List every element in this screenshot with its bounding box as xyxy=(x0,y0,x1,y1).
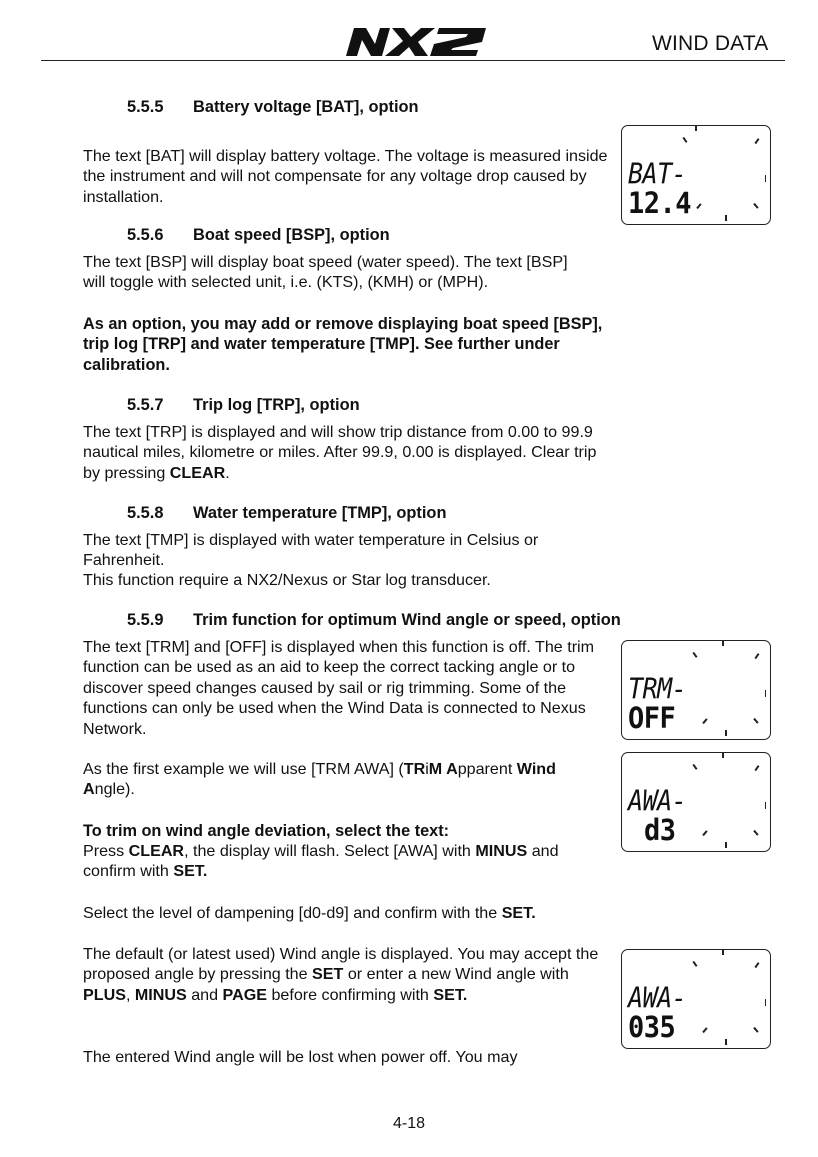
key-page: PAGE xyxy=(222,985,267,1004)
text: A xyxy=(446,760,458,778)
key-set: SET xyxy=(312,965,344,984)
key-minus: MINUS xyxy=(134,985,187,1004)
paragraph-power-off: The entered Wind angle will be lost when power off. You may xyxy=(83,1048,518,1066)
section-number: 5.5.8 xyxy=(127,504,164,522)
lcd-display-battery xyxy=(621,125,771,225)
text: , xyxy=(125,985,135,1004)
paragraph-option-note: As an option, you may add or remove displaying boat speed [BSP], trip log [TRP] and water temperature [TMP]. See further under calibration. xyxy=(83,315,603,374)
text: Press xyxy=(83,842,129,860)
lcd-line-1: TRM- xyxy=(628,671,687,706)
text: TR xyxy=(403,760,426,778)
key-plus: PLUS xyxy=(83,985,126,1004)
paragraph-default-angle xyxy=(83,944,603,1005)
section-title: Trip log [TRP], option xyxy=(193,396,360,414)
section-heading-5-5-6 xyxy=(127,226,390,245)
text: or enter a new Wind angle with xyxy=(343,965,569,984)
lcd-line-2: 035 xyxy=(628,1010,676,1045)
text: i xyxy=(425,760,429,778)
paragraph-first-example xyxy=(83,759,608,800)
paragraph-transducer: This function require a NX2/Nexus or Star log transducer. xyxy=(83,571,491,589)
lcd-line-1: AWA- xyxy=(628,783,687,818)
lcd-line-2: d3 xyxy=(644,813,676,848)
text: The text [TRP] is displayed and will show trip distance from 0.00 to 99.9 nautical miles, kilometre or miles. After 99.9, 0.00 is displayed. Clear trip by pressing xyxy=(83,423,597,482)
text: ngle). xyxy=(94,780,135,799)
text: before confirming with xyxy=(266,985,434,1004)
key-clear: CLEAR xyxy=(128,842,185,860)
paragraph-trim-intro: The text [TRM] and [OFF] is displayed when this function is off. The trim function can be used as an aid to keep the correct tacking angle or to discover speed changes caused by sail or rig trimming. Some of the functions can only be used when the Wind Data is connected to Nexus Network. xyxy=(83,638,595,738)
trim-heading: To trim on wind angle deviation, select the text: xyxy=(83,822,450,840)
text: pparent xyxy=(457,760,517,778)
paragraph-water-temp: The text [TMP] is displayed with water temperature in Celsius or Fahrenheit. xyxy=(83,531,539,570)
section-number: 5.5.7 xyxy=(127,396,164,414)
key-set: SET. xyxy=(433,985,468,1004)
page-number: 4-18 xyxy=(393,1115,426,1132)
header-rule xyxy=(41,60,785,61)
section-heading-5-5-5 xyxy=(127,98,419,117)
lcd-display-awa-angle xyxy=(621,949,771,1049)
lcd-line-2: OFF xyxy=(628,701,676,736)
key-clear: CLEAR xyxy=(169,463,226,482)
section-heading-5-5-8 xyxy=(127,504,446,523)
key-set: SET. xyxy=(173,862,208,881)
document-title: WIND DATA xyxy=(652,32,769,55)
key-minus: MINUS xyxy=(475,842,528,860)
section-title: Water temperature [TMP], option xyxy=(193,504,447,522)
section-number: 5.5.9 xyxy=(127,611,164,629)
text: , the display will flash. Select [AWA] with xyxy=(184,842,476,860)
text: . xyxy=(225,463,230,482)
text: and xyxy=(186,985,223,1004)
paragraph-trip-log xyxy=(83,422,613,483)
section-number: 5.5.5 xyxy=(127,98,164,116)
paragraph-dampening xyxy=(83,903,613,923)
section-number: 5.5.6 xyxy=(127,226,164,244)
lcd-display-awa-dampening xyxy=(621,752,771,852)
text: Select the level of dampening [d0-d9] and confirm with the xyxy=(83,904,502,922)
paragraph-battery: The text [BAT] will display battery voltage. The voltage is measured inside the instrument and will not compensate for any voltage drop caused by installation. xyxy=(83,147,608,206)
text: A xyxy=(83,780,95,799)
lcd-line-1: BAT- xyxy=(628,156,687,191)
lcd-line-2: 12.4 xyxy=(628,186,692,221)
paragraph-boat-speed: The text [BSP] will display boat speed (water speed). The text [BSP] will toggle with selected unit, i.e. (KTS), (KMH) or (MPH). xyxy=(83,253,568,292)
text: M xyxy=(428,760,447,778)
text: and confirm with xyxy=(83,842,559,881)
text: The default (or latest used) Wind angle is displayed. You may accept the proposed angle by pressing the xyxy=(83,945,599,984)
section-heading-5-5-7 xyxy=(127,396,360,415)
nx2-logo xyxy=(342,24,490,58)
section-heading-5-5-9 xyxy=(127,611,621,630)
section-title: Boat speed [BSP], option xyxy=(193,226,390,244)
lcd-display-trim-off xyxy=(621,640,771,740)
text: Wind xyxy=(516,760,556,778)
section-title: Battery voltage [BAT], option xyxy=(193,98,419,116)
text: As the first example we will use [TRM AWA] ( xyxy=(83,760,404,778)
section-title: Trim function for optimum Wind angle or speed, option xyxy=(193,611,621,629)
lcd-line-1: AWA- xyxy=(628,980,687,1015)
key-set: SET. xyxy=(501,904,536,922)
paragraph-trim-steps xyxy=(83,841,608,882)
